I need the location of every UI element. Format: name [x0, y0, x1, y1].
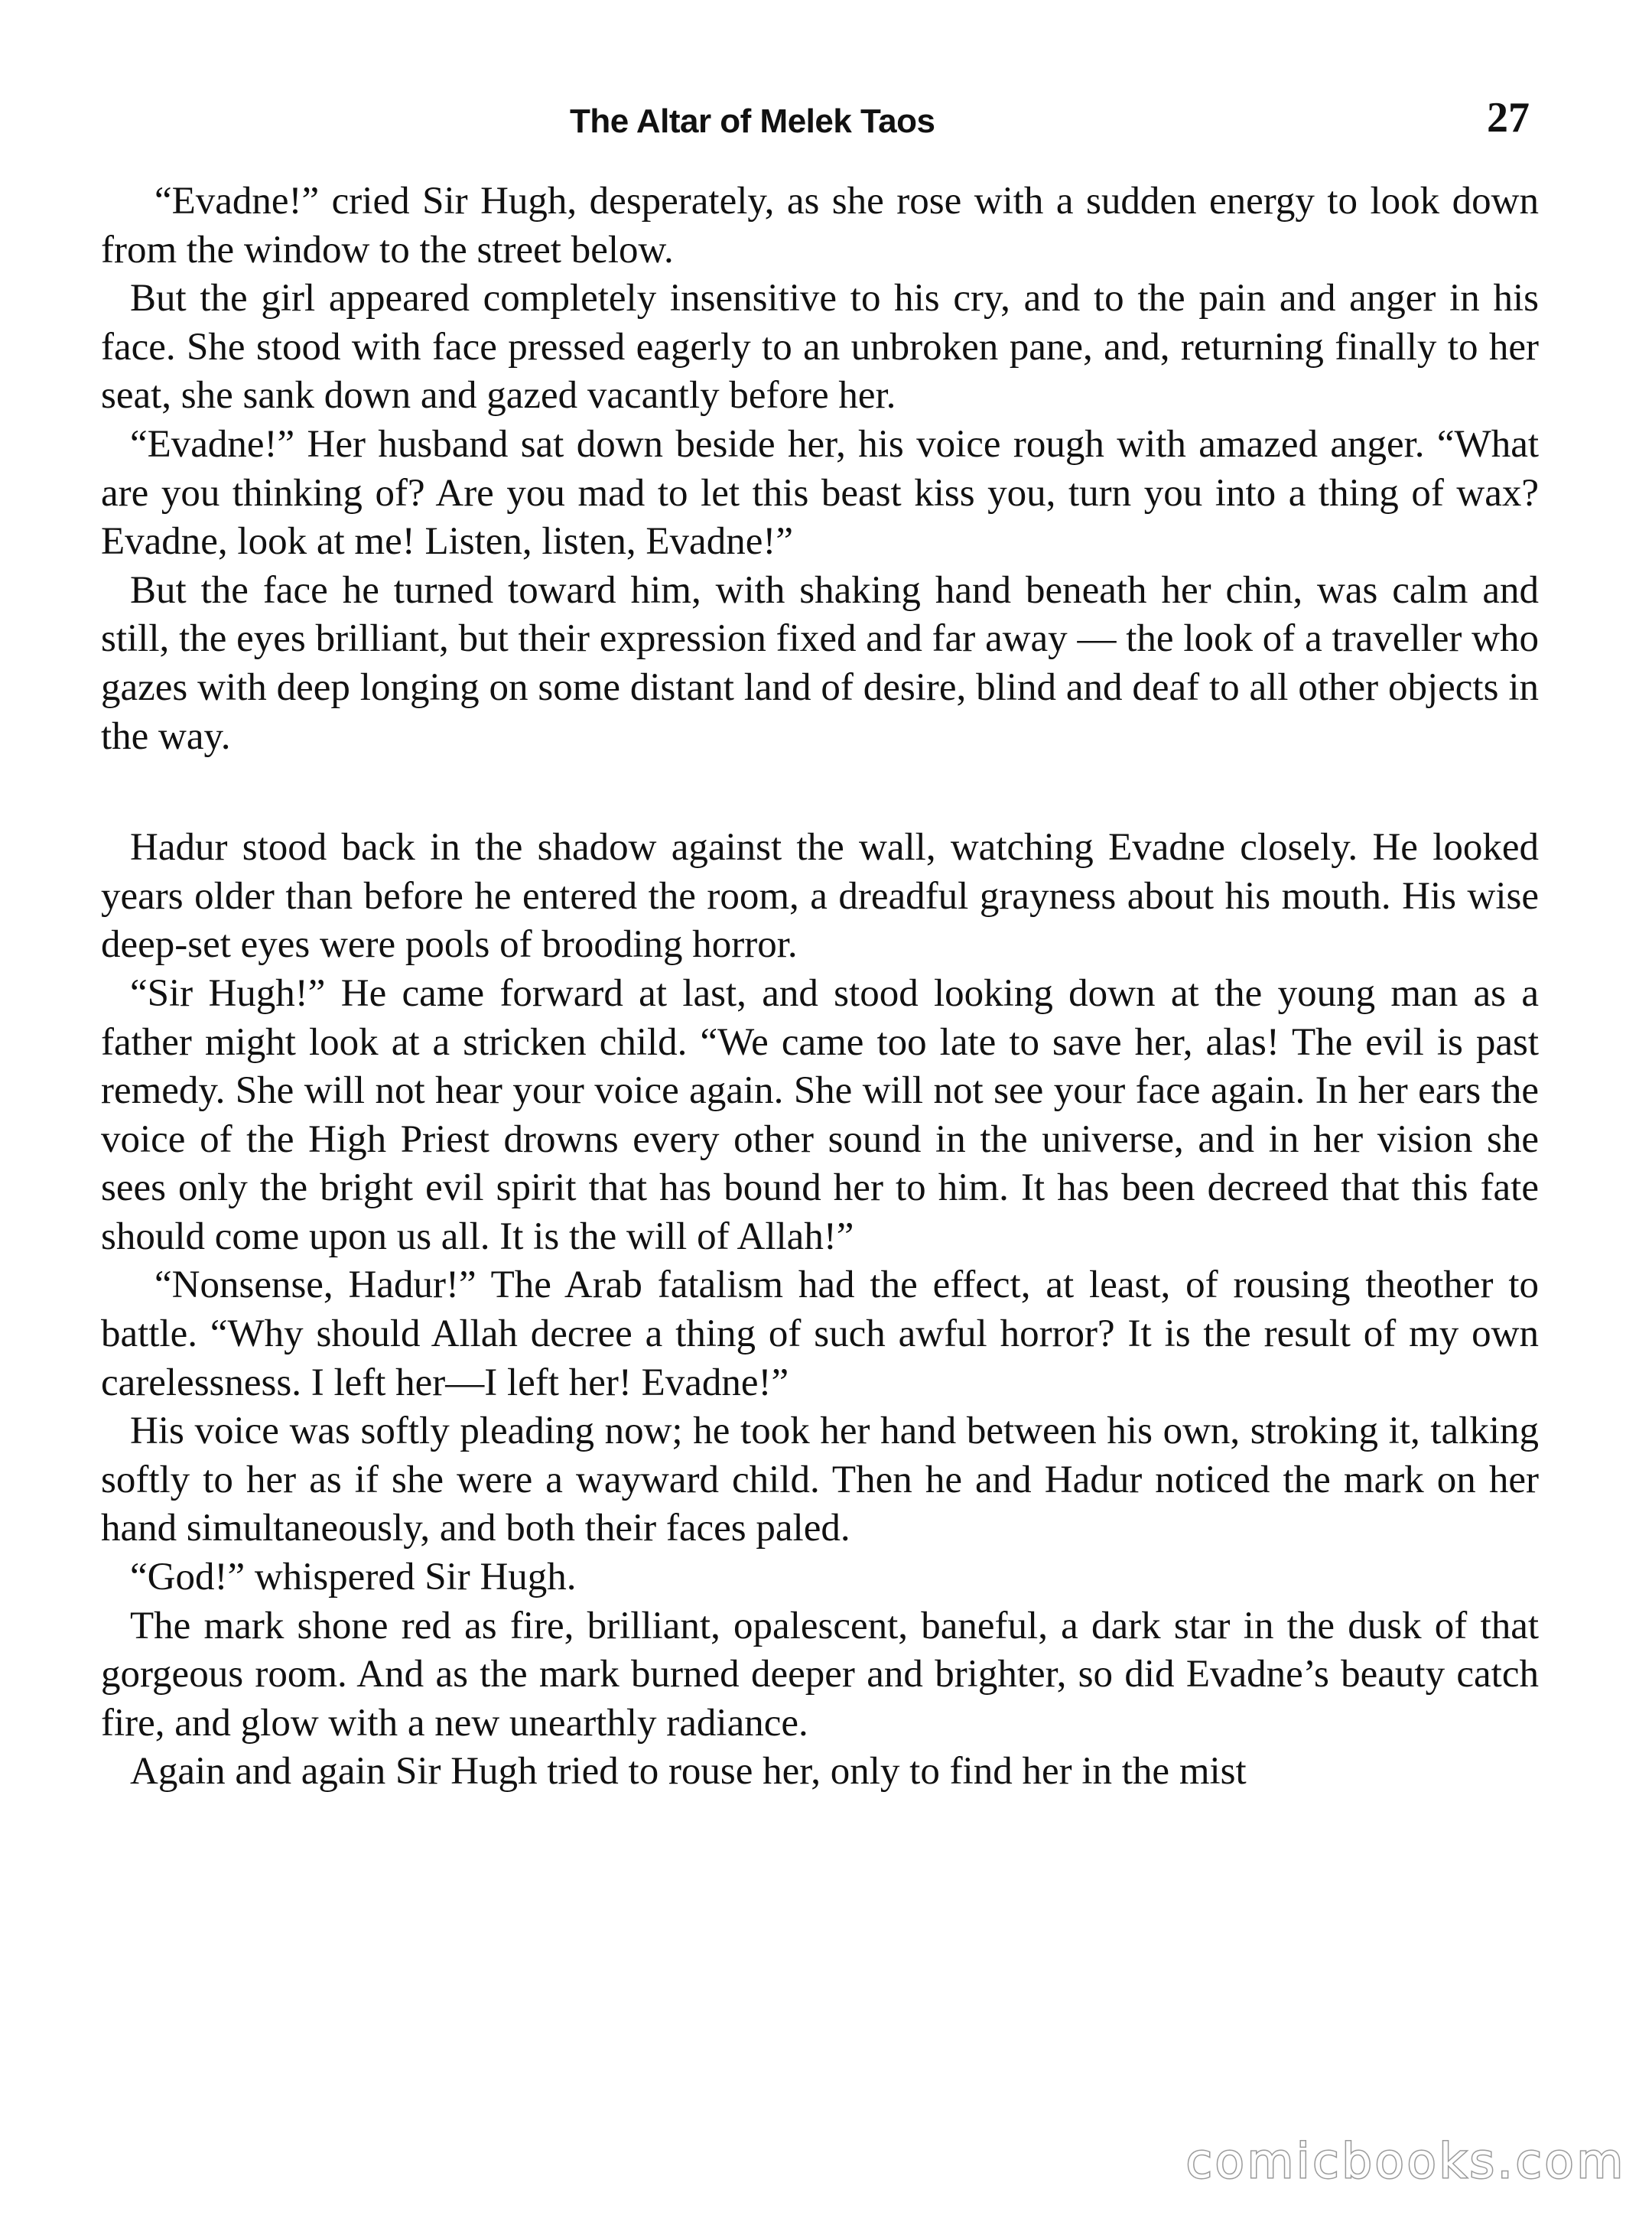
- paragraph: Hadur stood back in the shadow against the wall, watching Evadne closely. He looked years older than before he entered the room, a dreadful grayness about his mouth. His wise deep-set eyes were pools of brooding horror.: [101, 826, 1539, 967]
- paragraph: “Evadne!” cried Sir Hugh, desperately, as she rose with a sudden energy to look down from the window to the street below.: [101, 180, 1539, 272]
- paragraph: “Sir Hugh!” He came forward at last, and stood looking down at the young man as a father might look at a stricken child. “We came too late to save her, alas! The evil is past remedy. She will not hear your voice again. She will not see your face again. In her ears the voice of the High Priest drowns every other sound in the universe, and in her vision she sees only the bright evil spirit that has bound her to him. It has been decreed that this fate should come upon us all. It is the will of Allah!”: [101, 971, 1539, 1258]
- paragraph: The mark shone red as fire, brilliant, opalescent, baneful, a dark star in the dusk of that gorgeous room. And as the mark burned deeper and brighter, so did Evadne’s beauty catch fire, and glow with a new unearthly radiance.: [101, 1604, 1539, 1745]
- body-text: [101, 177, 1539, 1797]
- paragraph: But the girl appeared completely insensitive to his cry, and to the pain and anger in his face. She stood with face pressed eagerly to an unbroken pane, and, returning finally to her seat, she sank down and gazed vacantly before her.: [101, 277, 1539, 418]
- paragraph: “Nonsense, Hadur!” The Arab fatalism had the effect, at least, of rousing theother to battle. “Why should Allah decree a thing of such awful horror? It is the result of my own carelessness. I left her—I left her! Evadne!”: [101, 1263, 1539, 1404]
- paragraph: “Evadne!” Her husband sat down beside her, his voice rough with amazed anger. “What are you thinking of? Are you mad to let this beast kiss you, turn you into a thing of wax? Evadne, look at me! Listen, listen, Evadne!”: [101, 422, 1539, 564]
- watermark: comicbooks.com: [1185, 2133, 1626, 2189]
- paragraph: Again and again Sir Hugh tried to rouse her, only to find her in the mist: [130, 1750, 1247, 1794]
- running-title: The Altar of Melek Taos: [570, 102, 935, 140]
- running-head: [0, 93, 1652, 154]
- paragraph: But the face he turned toward him, with shaking hand beneath her chin, was calm and still, the eyes brilliant, but their expression fixed and far away — the look of a traveller who gazes with deep longing on some distant land of desire, blind and deaf to all other objects in the way.: [101, 568, 1539, 758]
- page-number: 27: [1487, 94, 1530, 141]
- paragraph: “God!” whispered Sir Hugh.: [130, 1556, 577, 1599]
- paragraph: His voice was softly pleading now; he took her hand between his own, stroking it, talking softly to her as if she were a wayward child. Then he and Hadur noticed the mark on her hand simultaneously, and both their faces paled.: [101, 1410, 1539, 1550]
